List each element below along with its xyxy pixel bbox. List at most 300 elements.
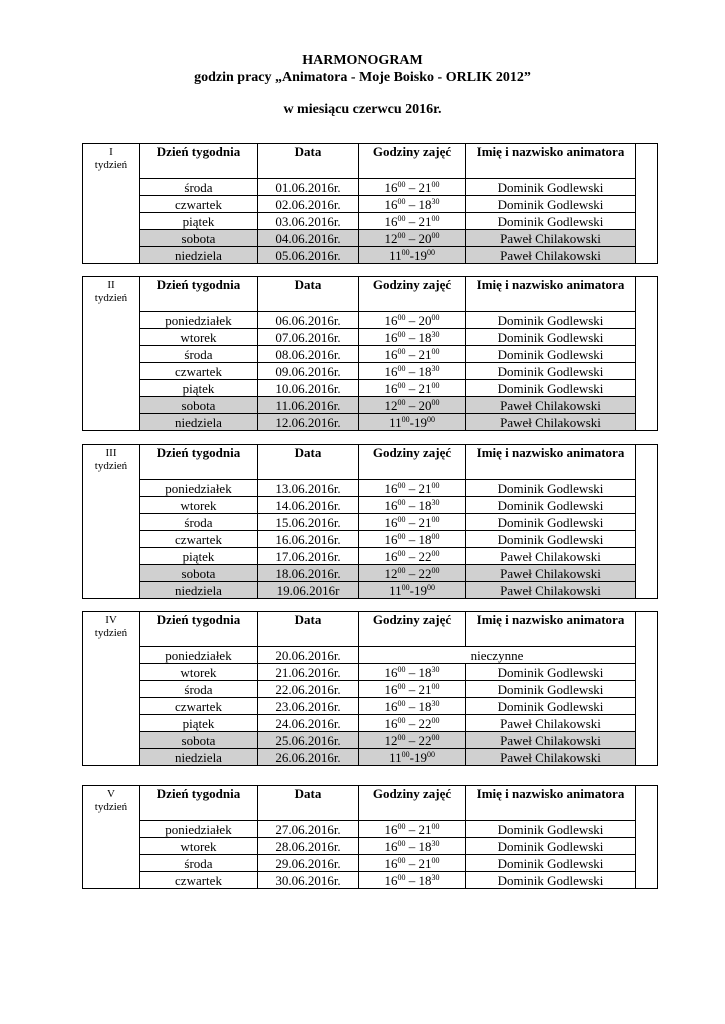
animator-name-cell: Paweł Chilakowski — [466, 414, 636, 431]
hour-value: 12 — [384, 565, 398, 581]
date-cell: 15.06.2016r. — [258, 514, 359, 531]
hour-value: 18 — [418, 664, 432, 680]
animator-name-cell: Dominik Godlewski — [466, 872, 636, 889]
day-cell: poniedziałek — [140, 312, 258, 329]
time-separator: – — [405, 213, 419, 229]
column-header-hours: Godziny zajęć — [359, 445, 466, 480]
hours-cell — [359, 531, 466, 548]
week-word: tydzień — [94, 460, 128, 472]
minutes-superscript: 00 — [431, 531, 440, 541]
hours-cell — [359, 179, 466, 196]
week-table — [82, 444, 658, 599]
table-row — [83, 838, 658, 855]
date-cell: 08.06.2016r. — [258, 346, 359, 363]
minutes-superscript: 00 — [397, 732, 406, 742]
week-numeral: IV — [105, 614, 117, 626]
table-row — [83, 329, 658, 346]
animator-name-cell: Dominik Godlewski — [466, 698, 636, 715]
hour-value: 18 — [418, 497, 432, 513]
animator-name-cell: Dominik Godlewski — [466, 196, 636, 213]
hour-value: 12 — [384, 230, 398, 246]
day-cell: wtorek — [140, 329, 258, 346]
animator-name-cell: Dominik Godlewski — [466, 312, 636, 329]
column-header-name: Imię i nazwisko animatora — [466, 612, 636, 647]
table-row — [83, 681, 658, 698]
empty-column — [636, 612, 658, 766]
table-row — [83, 531, 658, 548]
hours-cell — [359, 514, 466, 531]
column-header-hours: Godziny zajęć — [359, 786, 466, 821]
time-separator: – — [405, 312, 419, 328]
table-row — [83, 664, 658, 681]
column-header-name: Imię i nazwisko animatora — [466, 786, 636, 821]
time-separator: – — [405, 196, 419, 212]
hours-cell — [359, 855, 466, 872]
minutes-superscript: 00 — [397, 380, 406, 390]
day-cell: poniedziałek — [140, 480, 258, 497]
hour-value: 18 — [418, 196, 432, 212]
day-cell: niedziela — [140, 749, 258, 766]
animator-name-cell: Dominik Godlewski — [466, 363, 636, 380]
day-cell: niedziela — [140, 582, 258, 599]
minutes-superscript: 00 — [431, 732, 440, 742]
table-row — [83, 346, 658, 363]
animator-name-cell: Dominik Godlewski — [466, 329, 636, 346]
hour-value: 11 — [389, 582, 402, 598]
table-row — [83, 196, 658, 213]
day-cell: poniedziałek — [140, 647, 258, 664]
hour-value: 20 — [418, 397, 432, 413]
hours-cell — [359, 582, 466, 599]
table-row — [83, 855, 658, 872]
minutes-superscript: 00 — [397, 872, 406, 882]
table-row — [83, 363, 658, 380]
minutes-superscript: 00 — [431, 480, 440, 490]
hour-value: 16 — [384, 838, 398, 854]
hour-value: 18 — [418, 363, 432, 379]
animator-name-cell: Dominik Godlewski — [466, 514, 636, 531]
hour-value: 21 — [418, 821, 432, 837]
hour-value: 21 — [418, 179, 432, 195]
date-cell: 21.06.2016r. — [258, 664, 359, 681]
date-cell: 07.06.2016r. — [258, 329, 359, 346]
week-label — [83, 277, 140, 431]
day-cell: sobota — [140, 230, 258, 247]
column-header-hours: Godziny zajęć — [359, 612, 466, 647]
animator-name-cell: Dominik Godlewski — [466, 179, 636, 196]
week-label — [83, 445, 140, 599]
minutes-superscript: 30 — [431, 664, 440, 674]
hours-cell — [359, 397, 466, 414]
empty-column — [636, 786, 658, 889]
animator-name-cell: Paweł Chilakowski — [466, 749, 636, 766]
animator-name-cell: Dominik Godlewski — [466, 480, 636, 497]
hour-value: 22 — [418, 732, 432, 748]
hour-value: 21 — [418, 514, 432, 530]
hour-value: 18 — [418, 698, 432, 714]
minutes-superscript: 00 — [397, 196, 406, 206]
hours-cell — [359, 213, 466, 230]
hours-cell — [359, 497, 466, 514]
time-separator: – — [405, 397, 419, 413]
minutes-superscript: 30 — [431, 698, 440, 708]
hour-value: 12 — [384, 397, 398, 413]
time-separator: – — [405, 732, 419, 748]
column-header-day: Dzień tygodnia — [140, 277, 258, 312]
minutes-superscript: 00 — [397, 363, 406, 373]
time-separator: - — [409, 749, 414, 765]
hour-value: 11 — [389, 414, 402, 430]
column-header-name: Imię i nazwisko animatora — [466, 144, 636, 179]
date-cell: 17.06.2016r. — [258, 548, 359, 565]
time-separator: - — [409, 414, 414, 430]
hour-value: 16 — [384, 821, 398, 837]
hour-value: 19 — [413, 749, 427, 765]
column-header-date: Data — [258, 612, 359, 647]
minutes-superscript: 00 — [431, 514, 440, 524]
minutes-superscript: 00 — [397, 565, 406, 575]
hour-value: 21 — [418, 681, 432, 697]
day-cell: środa — [140, 514, 258, 531]
table-row — [83, 247, 658, 264]
week-word: tydzień — [94, 801, 128, 813]
time-separator: – — [405, 565, 419, 581]
time-separator: – — [405, 855, 419, 871]
empty-column — [636, 144, 658, 264]
minutes-superscript: 00 — [397, 698, 406, 708]
date-cell: 29.06.2016r. — [258, 855, 359, 872]
hour-value: 19 — [413, 582, 427, 598]
day-cell: wtorek — [140, 838, 258, 855]
date-cell: 18.06.2016r. — [258, 565, 359, 582]
week-table — [82, 143, 658, 264]
table-row — [83, 872, 658, 889]
minutes-superscript: 30 — [431, 196, 440, 206]
table-row — [83, 514, 658, 531]
day-cell: piątek — [140, 213, 258, 230]
time-separator: – — [405, 480, 419, 496]
date-cell: 03.06.2016r. — [258, 213, 359, 230]
date-cell: 23.06.2016r. — [258, 698, 359, 715]
minutes-superscript: 00 — [431, 855, 440, 865]
table-row — [83, 548, 658, 565]
week-numeral: V — [107, 788, 115, 800]
table-row — [83, 565, 658, 582]
column-header-day: Dzień tygodnia — [140, 786, 258, 821]
hour-value: 19 — [413, 414, 427, 430]
minutes-superscript: 00 — [431, 715, 440, 725]
minutes-superscript: 00 — [431, 681, 440, 691]
hour-value: 21 — [418, 480, 432, 496]
date-cell: 13.06.2016r. — [258, 480, 359, 497]
day-cell: środa — [140, 681, 258, 698]
hour-value: 22 — [418, 548, 432, 564]
hours-cell — [359, 548, 466, 565]
day-cell: środa — [140, 179, 258, 196]
hour-value: 21 — [418, 855, 432, 871]
minutes-superscript: 00 — [397, 179, 406, 189]
hours-cell — [359, 312, 466, 329]
date-cell: 24.06.2016r. — [258, 715, 359, 732]
hour-value: 16 — [384, 213, 398, 229]
hours-cell — [359, 247, 466, 264]
hours-cell — [359, 838, 466, 855]
column-header-date: Data — [258, 144, 359, 179]
date-cell: 02.06.2016r. — [258, 196, 359, 213]
minutes-superscript: 00 — [431, 565, 440, 575]
column-header-name: Imię i nazwisko animatora — [466, 277, 636, 312]
hour-value: 16 — [384, 531, 398, 547]
hour-value: 16 — [384, 698, 398, 714]
table-row — [83, 312, 658, 329]
hours-cell — [359, 480, 466, 497]
date-cell: 10.06.2016r. — [258, 380, 359, 397]
minutes-superscript: 00 — [401, 414, 410, 424]
animator-name-cell: Dominik Godlewski — [466, 821, 636, 838]
hours-cell — [359, 664, 466, 681]
hours-cell — [359, 821, 466, 838]
hours-cell — [359, 363, 466, 380]
minutes-superscript: 00 — [431, 213, 440, 223]
hours-cell — [359, 681, 466, 698]
hour-value: 22 — [418, 565, 432, 581]
minutes-superscript: 00 — [397, 681, 406, 691]
week-numeral: III — [105, 447, 117, 459]
animator-name-cell: Paweł Chilakowski — [466, 397, 636, 414]
column-header-day: Dzień tygodnia — [140, 144, 258, 179]
animator-name-cell: Paweł Chilakowski — [466, 230, 636, 247]
minutes-superscript: 30 — [431, 363, 440, 373]
animator-name-cell: Paweł Chilakowski — [466, 732, 636, 749]
empty-column — [636, 277, 658, 431]
document-month: w miesiącu czerwcu 2016r. — [283, 102, 442, 117]
minutes-superscript: 00 — [426, 414, 435, 424]
hour-value: 16 — [384, 480, 398, 496]
table-row — [83, 480, 658, 497]
day-cell: piątek — [140, 380, 258, 397]
time-separator: – — [405, 821, 419, 837]
minutes-superscript: 00 — [431, 821, 440, 831]
date-cell: 05.06.2016r. — [258, 247, 359, 264]
minutes-superscript: 00 — [397, 664, 406, 674]
date-cell: 30.06.2016r. — [258, 872, 359, 889]
column-header-hours: Godziny zajęć — [359, 144, 466, 179]
day-cell: sobota — [140, 565, 258, 582]
table-row — [83, 213, 658, 230]
hour-value: 16 — [384, 514, 398, 530]
time-separator: – — [405, 838, 419, 854]
hour-value: 16 — [384, 664, 398, 680]
hour-value: 21 — [418, 346, 432, 362]
week-label — [83, 612, 140, 766]
hour-value: 20 — [418, 230, 432, 246]
day-cell: środa — [140, 346, 258, 363]
column-header-date: Data — [258, 786, 359, 821]
minutes-superscript: 00 — [397, 531, 406, 541]
time-separator: – — [405, 715, 419, 731]
hour-value: 16 — [384, 872, 398, 888]
hour-value: 21 — [418, 213, 432, 229]
date-cell: 14.06.2016r. — [258, 497, 359, 514]
hours-cell — [359, 732, 466, 749]
time-separator: – — [405, 548, 419, 564]
day-cell: czwartek — [140, 698, 258, 715]
column-header-day: Dzień tygodnia — [140, 612, 258, 647]
animator-name-cell: Dominik Godlewski — [466, 855, 636, 872]
table-row — [83, 497, 658, 514]
hours-cell — [359, 414, 466, 431]
day-cell: środa — [140, 855, 258, 872]
hour-value: 16 — [384, 363, 398, 379]
minutes-superscript: 00 — [431, 179, 440, 189]
animator-name-cell: Paweł Chilakowski — [466, 548, 636, 565]
table-row — [83, 698, 658, 715]
minutes-superscript: 00 — [397, 514, 406, 524]
hours-cell — [359, 230, 466, 247]
table-row — [83, 230, 658, 247]
day-cell: czwartek — [140, 196, 258, 213]
day-cell: wtorek — [140, 497, 258, 514]
animator-name-cell: Dominik Godlewski — [466, 497, 636, 514]
minutes-superscript: 00 — [397, 855, 406, 865]
minutes-superscript: 00 — [401, 749, 410, 759]
empty-column — [636, 445, 658, 599]
animator-name-cell: Dominik Godlewski — [466, 681, 636, 698]
table-row — [83, 414, 658, 431]
time-separator: – — [405, 179, 419, 195]
week-numeral: II — [107, 279, 115, 291]
day-cell: czwartek — [140, 531, 258, 548]
hour-value: 22 — [418, 715, 432, 731]
hour-value: 21 — [418, 380, 432, 396]
table-row — [83, 397, 658, 414]
hour-value: 16 — [384, 497, 398, 513]
hour-value: 16 — [384, 855, 398, 871]
table-row — [83, 380, 658, 397]
minutes-superscript: 00 — [431, 312, 440, 322]
minutes-superscript: 00 — [397, 312, 406, 322]
date-cell: 20.06.2016r. — [258, 647, 359, 664]
time-separator: – — [405, 380, 419, 396]
time-separator: - — [409, 582, 414, 598]
date-cell: 19.06.2016r — [258, 582, 359, 599]
time-separator: – — [405, 872, 419, 888]
hour-value: 12 — [384, 732, 398, 748]
minutes-superscript: 00 — [397, 329, 406, 339]
date-cell: 27.06.2016r. — [258, 821, 359, 838]
week-table — [82, 276, 658, 431]
minutes-superscript: 00 — [431, 230, 440, 240]
hour-value: 16 — [384, 380, 398, 396]
hours-cell — [359, 196, 466, 213]
date-cell: 25.06.2016r. — [258, 732, 359, 749]
animator-name-cell: Paweł Chilakowski — [466, 582, 636, 599]
day-cell: czwartek — [140, 872, 258, 889]
minutes-superscript: 00 — [397, 821, 406, 831]
date-cell: 26.06.2016r. — [258, 749, 359, 766]
minutes-superscript: 30 — [431, 497, 440, 507]
animator-name-cell: Paweł Chilakowski — [466, 715, 636, 732]
table-row — [83, 715, 658, 732]
closed-cell: nieczynne — [359, 647, 636, 664]
animator-name-cell: Dominik Godlewski — [466, 213, 636, 230]
minutes-superscript: 00 — [397, 230, 406, 240]
hours-cell — [359, 749, 466, 766]
time-separator: – — [405, 329, 419, 345]
time-separator: – — [405, 698, 419, 714]
table-row — [83, 179, 658, 196]
hours-cell — [359, 698, 466, 715]
minutes-superscript: 00 — [431, 346, 440, 356]
animator-name-cell: Paweł Chilakowski — [466, 247, 636, 264]
table-row — [83, 582, 658, 599]
minutes-superscript: 00 — [431, 397, 440, 407]
minutes-superscript: 00 — [426, 582, 435, 592]
hour-value: 16 — [384, 196, 398, 212]
minutes-superscript: 00 — [397, 497, 406, 507]
week-table — [82, 785, 658, 889]
date-cell: 11.06.2016r. — [258, 397, 359, 414]
column-header-day: Dzień tygodnia — [140, 445, 258, 480]
minutes-superscript: 00 — [397, 715, 406, 725]
time-separator: – — [405, 514, 419, 530]
column-header-hours: Godziny zajęć — [359, 277, 466, 312]
minutes-superscript: 00 — [397, 346, 406, 356]
hours-cell — [359, 346, 466, 363]
column-header-date: Data — [258, 445, 359, 480]
minutes-superscript: 00 — [397, 480, 406, 490]
day-cell: piątek — [140, 715, 258, 732]
time-separator: – — [405, 531, 419, 547]
week-word: tydzień — [94, 627, 128, 639]
week-label — [83, 144, 140, 264]
hour-value: 16 — [384, 329, 398, 345]
minutes-superscript: 30 — [431, 329, 440, 339]
minutes-superscript: 00 — [397, 548, 406, 558]
day-cell: poniedziałek — [140, 821, 258, 838]
animator-name-cell: Paweł Chilakowski — [466, 565, 636, 582]
day-cell: niedziela — [140, 414, 258, 431]
week-word: tydzień — [94, 159, 128, 171]
day-cell: sobota — [140, 732, 258, 749]
time-separator: – — [405, 230, 419, 246]
minutes-superscript: 00 — [397, 838, 406, 848]
minutes-superscript: 00 — [431, 548, 440, 558]
date-cell: 22.06.2016r. — [258, 681, 359, 698]
date-cell: 04.06.2016r. — [258, 230, 359, 247]
hours-cell — [359, 715, 466, 732]
date-cell: 12.06.2016r. — [258, 414, 359, 431]
hours-cell — [359, 380, 466, 397]
time-separator: – — [405, 497, 419, 513]
table-row — [83, 647, 658, 664]
hour-value: 16 — [384, 548, 398, 564]
time-separator: – — [405, 664, 419, 680]
date-cell: 28.06.2016r. — [258, 838, 359, 855]
time-separator: – — [405, 363, 419, 379]
hours-cell — [359, 565, 466, 582]
time-separator: – — [405, 346, 419, 362]
week-word: tydzień — [94, 292, 128, 304]
date-cell: 06.06.2016r. — [258, 312, 359, 329]
hour-value: 16 — [384, 681, 398, 697]
animator-name-cell: Dominik Godlewski — [466, 531, 636, 548]
day-cell: sobota — [140, 397, 258, 414]
hour-value: 18 — [418, 838, 432, 854]
week-table — [82, 611, 658, 766]
animator-name-cell: Dominik Godlewski — [466, 838, 636, 855]
table-row — [83, 821, 658, 838]
